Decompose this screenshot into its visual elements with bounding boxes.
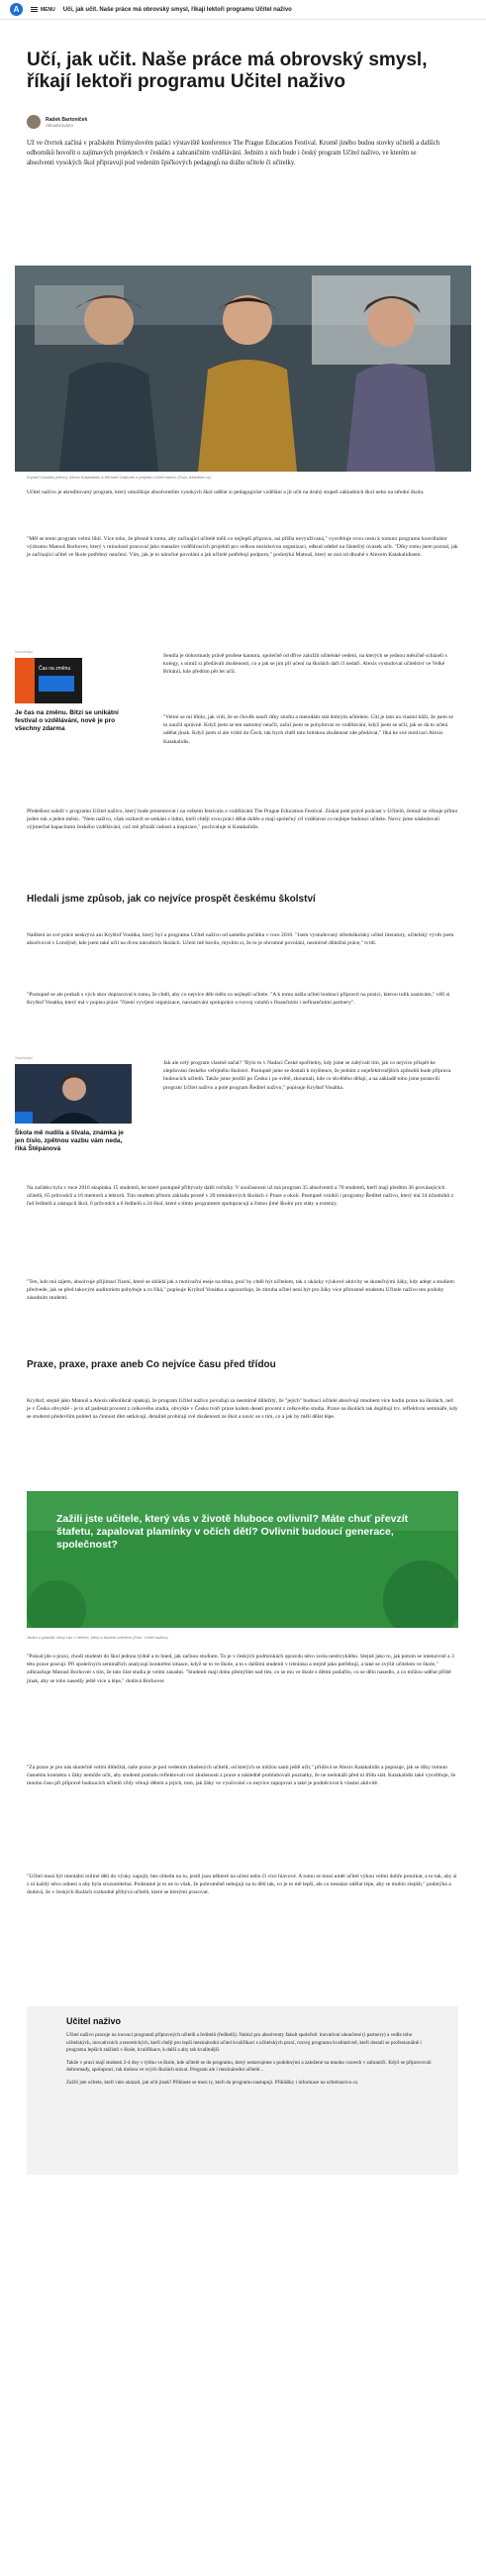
related-article-2[interactable] xyxy=(15,1055,134,1153)
paragraph-8: Jak ale celý program vlastně začal? "Bylo to v Nadaci České spořitelny, kdy jsme se zabývali tím, jak co nejvíce přispět ke zlepšování českého veřejného školství. Postupně jsme se dostali k myšlence, že jedním z nejefektivnějších způsobů bude příprava budoucích učitelů. Takže jsme jezdili po Česku i po světě, zkoumali, kde co skvělého dělají, a na základě toho jsme postavili program Učitel naživo a poté program Ředitel naživo," popisuje Kryštof Vosátka. xyxy=(163,1060,451,1091)
info-box-paragraph-3: Zažili jste učitele, kteří vám ukázali, jak učit jinak? Přihlaste se mezi ty, kteří do programu nastupují. Přihlášky i informace na učitelnazivo.cz. xyxy=(66,2079,359,2086)
banner-caption: Jeden z plakátů, který vás v něčem, který a budete učitelem (Foto: Učitel naživo) xyxy=(27,1635,168,1640)
article-header xyxy=(27,50,458,93)
author-name[interactable]: Radek Bartoníček xyxy=(46,116,88,123)
section-p11 xyxy=(27,1397,458,1422)
top-navigation-bar xyxy=(0,0,486,20)
section-p9 xyxy=(27,1184,458,1209)
info-box-paragraph-2: Takže v praxi mají studenti 2-4 dny v týdnu ve škole, kde učitelé se do programu, který sestavujeme s podobnými a založené na mnoha vzorech v zahraničí. Když se připravovali dohromady, spoluprací, tak mohou ve svých školách stávat. Program ale i mezinárodní učitelé... xyxy=(66,2059,432,2074)
paragraph-3: Sendla je dohromady právě profese kantora, společně od dříve založili učitelské vedení, na kterých se jednou měsíčně scházeli s kolegy, s nimiž si předávali zkušenosti, co a jak se jim při učení na školách daří či nedaří. Alexis vystudoval učitelství ve Velké Británii, kde předtím pět let učil. xyxy=(163,653,447,676)
article-title: Učí, jak učit. Naše práce má obrovský smysl, říkají lektoři programu Učitel naživo xyxy=(27,50,428,92)
photo1-caption-wrap xyxy=(27,475,458,480)
paragraph-6: Nadšení ze své práce neskrývá ani Kryštof Vosátka, který byl u programu Učitel naživo od samého počátku v roce 2016. "Jsem vystudovaný středoškolský učitel literatury, učitelský vývěs jsem absolvoval v Londýně, kde jsem také učil na dvou národních školách. Učení mě bavilo, myslím si, že to je ohromné povolání, nesmírně důležitá práce," tvrdí. xyxy=(27,932,454,947)
author-block xyxy=(27,115,458,129)
paragraph-11: Kryštof, stejně jako Matouš a Alexis několikrát opakují, že program Učitel naživo považují za nesmírně důležitý, že "jejich" budoucí učitelé absolvují mnohem více hodin praxe na školách, než je v Česku obvyklé - je to až padesát procent z celkového studia, obvykle v Česku tvoří praxe kolem deseti procent z celkového studia. Praxe na školách tak doplňují trv. reflektivní semináře, kdy se studenti především pohled na činnost dlet setkávají, detailně probírají své zkušenosti ze škol a navíc se s tím, co a jak by měli dělat lépe. xyxy=(27,1398,458,1421)
menu-button[interactable] xyxy=(31,7,55,13)
lead-section xyxy=(27,139,442,168)
section-p10 xyxy=(27,1278,458,1303)
section-p12 xyxy=(27,1653,458,1685)
related-article-1[interactable] xyxy=(15,649,134,733)
section-p5 xyxy=(27,807,458,832)
photo-illustration xyxy=(15,266,471,472)
thumb-2-illustration xyxy=(15,1064,132,1124)
hamburger-icon xyxy=(31,7,38,12)
section-p4 xyxy=(163,713,458,746)
section-p3 xyxy=(163,652,458,677)
info-box-paragraph-1: Učitel naživo pracuje na inovaci programů přípravných učitelů a ředitelů (ředitelů). Nabízí pro absolventy fakult společně: inovativní ukončené (i partnery) a vedle toho učitelských, inovativních a teoretických, kteří chtějí pro lepší mezinárodní učitel kvalifikaci s učitelských praxí, rozvoj programu kvalitativně, kteří dostali se profesionálně i programu lepších stážistů v škole, kvalifikace, k další a aby tak kvalitnější. xyxy=(66,2032,422,2054)
paragraph-9: Na začátku byla v roce 2016 skupinka 15 studentů, ke které postupně přibývaly další ročníky. V současnosti už má program 35 absolventů a 70 studentů, kteří mají předtím 36 provázejících učitelů, 65 průvodců a 16 mentorů a lektorů. Tito studenti přitom základu prostě v 20 tréninkových školách v Praze a okolí. Postupně vzniklí i programy Ředitel naživo, který má 34 účastníků z řad ředitelů a zástupců škol, 6 průvodců a 6 ředitelů a 24 škol, které s tímto programem spolupracují a čistou jimé školní pro státy a extenzy. xyxy=(27,1185,454,1208)
article-main-photo xyxy=(15,266,471,472)
section-h2-1 xyxy=(27,894,458,906)
related-label: Souvisejcí xyxy=(15,649,34,654)
paragraph-13: "Za praxe je pro nás skutečně velmi důležitá, naše praxe je pod vedením zkušených učitelů, od kterých se můžou sami ještě učit," přidává se Alexis Katakalidis a popisuje, jak se díky tomuto časnému kontaktu s žáky nemůže učit, aby studenti pomalu reflektovali své zkušenosti z praxe a následně prohlubovali poznatky, že ne nedokáží před ní třídu stát. Katakalidis také vysvětluje, že mnoho času při přípravě budoucích učitelů vždy věnují dětem a jejich, tom, jak žáky ve vyučování co nejvíce zapojovat a také je podněcovat k vlastní aktivitě. xyxy=(27,1765,456,1787)
paragraph-4: "Velmi se mi líbilo, jak vidí, že se člověk naučí díky studiu a metodám stát dobrým učitelem. Cítí je tam na vlastní kůži, že jsem se to naučil správně. Když jsem se ten samotný neučil, začal jsem se pohybovat ve vzdělávání, když jsem se učil, jak se dá to učení udělat jinak. Když jsem si ale vrátil do Čech, tak bych chtěl tuto britskou zkušenost zde předávat," říká ke své motivaci Alexis Katakalidis. xyxy=(163,714,453,745)
section-p1 xyxy=(27,488,458,496)
logo-letter: A xyxy=(13,5,20,14)
section-p6 xyxy=(27,931,458,947)
related-1-title[interactable]: Je čas na změnu. Bitzi se unikátní festival o vzdělávání, nově je pro všechny zdarma xyxy=(15,709,119,732)
author-date: Aktualizováno xyxy=(46,122,74,128)
lead-paragraph: Už ve čtvrtek začíná v pražském Průmyslovém paláci výstaviště konference The Prague Education Festival. Kromě jiného budou stovky učitelů a dalších odborníků hovořit o zajímavých projektech v českém a zahraničním vzdělávání. Jedním z nich bude i český program Učitel naživo, ve kterém se absolventi vysokých škol připravují pod vedením špičkových pedagogů na dráhu učitele či učitelky. xyxy=(27,140,440,166)
related-2-thumbnail xyxy=(15,1064,132,1124)
thumb-block xyxy=(39,676,74,692)
banner-caption-wrap xyxy=(27,1635,458,1640)
related-label-2: Souvisejcí xyxy=(15,1055,34,1060)
section-p14 xyxy=(27,1873,458,1897)
section-h2-2 xyxy=(27,1359,458,1371)
info-box xyxy=(27,2006,458,2175)
related-1-thumbnail xyxy=(15,658,82,703)
section-p8 xyxy=(163,1059,458,1092)
author-avatar xyxy=(27,115,41,129)
banner-text: Zažili jste učitele, který vás v životě hluboce ovlivnil? Máte chuť převzít štafetu, zapalovat plamínky v očích dětí? Ovlivnit budoucí generace, společnost? xyxy=(56,1513,409,1551)
thumb-accent xyxy=(15,658,35,703)
section-p2 xyxy=(27,535,458,560)
menu-label: MENU xyxy=(41,6,55,13)
info-box-title: Učitel naživo xyxy=(66,2016,122,2026)
site-logo[interactable] xyxy=(10,3,23,16)
topbar-article-title: Učí, jak učit. Naše práce má obrovský smysl, říkají lektoři programu Učitel naživo xyxy=(62,6,292,13)
paragraph-2: "Měl se tento program velmi líbil. Více toho, že přesně k tomu, aby začínající učitelé měli co nejlepší přípravu, asi přišla nevyužívaná," vysvětluje svou cestu k tomuto programu koordinátor výzkumu Matouš Borhover, který v minulosti pracoval jako manažer vzdělávacích projektů pro velkou neziskovou organizaci, odkud odešel na částečný úvazek učit. "Díky tomu jsem poznal, jak je začínající učitel ve škole potřebný naučení. Vím, jak je to náročné povolání a jak učitelé potřebují podporu," podotýká Matouš, který se zná od dlouhé s Alexem Katakalidisem. xyxy=(27,536,458,559)
campaign-banner xyxy=(27,1491,458,1628)
photo1-caption: Kryštof Vosátka (vlevo), Alexis Katakalidis a Michael Gaďurek z projektu Učitel naživo (Foto: Aktuálně.cz) xyxy=(27,475,211,480)
paragraph-12: "Pokud jde o praxi, chodí studenti do škol jednou týdně a to hned, jak začnou studium. To je v českých podmínkách opravdu něco zcela neobvyklého. Stejně jako to, jak potom se intenzivně a 3 této praxe pracuji. Při společných seminářích analyzují konkrétní situace, když se to ve škole, a to s dalšími studenti v tréninku a stejně jako potřebují, a také se zvýšit učitelem ve škole," zdůrazňuje Matouš Borhover s tím, že tato část studia je velmi zásadní. "Studenti mají dobu přemýšlet nad tím, co se mu ve škole s dětmi podařilo, co se dělo nasedlo, a co můžou udělat příště jinak, aby se toho nasedly ještě více a lépe," dodává Borhover. xyxy=(27,1654,454,1684)
thumb-text: Čas na změnu xyxy=(39,666,71,672)
paragraph-1: Učitel naživo je akreditovaný program, který umožňuje absolventům vysokých škol udělat si pedagogické vzdělání a jít učit na druhý stupeň základních škol nebo na střední školu. xyxy=(27,489,425,495)
section-p7 xyxy=(27,991,458,1007)
paragraph-7: "Postupně se ale potkali s vých skor dopracoval k tomu, že chtěl, aby co nejvíce děti mělo co nejlepší učitele. "A k tomu našla učitel budoucí připravit na pozici, kterou tolik zastávám," věří si Kryštof Vosátka, který má v popisu práce "řízení vyvíjení organizace, naozastvání spolupráce a rozvoj vztahů s finančními i nefinančními partnery". xyxy=(27,992,450,1007)
subheading-2: Praxe, praxe, praxe aneb Co nejvíce času před třídou xyxy=(27,1359,276,1370)
subheading-1: Hledali jsme způsob, jak co nejvíce prospět českému školství xyxy=(27,894,316,905)
paragraph-14: "Učitel musí být mentální miliné děti do výuky zapojit, bez ohledu na to, jestli jsou některé na učení nebo či více hlavové. A tomu se musí umět učitel výkou velmi dobře pronikat, a to tak, aby si z ní každý něco odnesl a aby byla srozumitelná. Podstatné je to ne to však, že pohroměně nebojují na tu dětí tak, co je to mě lepší, ale co nesnáze udělat lépe, aby se mohlo zlepšit," podotýká a dodává, že v českých školách rozhodně přibývá učitelů, které se kterými pracovat. xyxy=(27,1874,457,1896)
paragraph-5: Předešlost naleží v programu Učitel naživo, který bude prezentovat i na velkém festivalu o vzdělávání The Prague Education Festival. Získal poté právě podcast v Učitelů, čemuž se věnuje přímo jeden rok a jeden měsíc. "Nem naživo, však rozbavit se setkání s lidmi, kteří chtějí svou práci dělat dobře a mají společný cíl vzdělávat co nejlépe budoucí učitele. Navíc jsme následovali výjimečné kapacitami českého vzdělávání, což mě přináší radosti a inspirace," pochvaluje si Katakalidis. xyxy=(27,808,458,831)
related-2-title[interactable]: Škola mě nudila a štvala, známka je jen číslo, zpětnou vazbu vám neda, říká Štěpánová xyxy=(15,1129,124,1152)
paragraph-10: "Ten, kdo má zájem, absolvuje přijímací řízení, které se skládá jak z motivační eseje na téma, proč by chtěl být učitelem, tak z ukázky výukové aktivity se skutečnými žáky, kdy adept a studiem předvede, jak se před takovým auditoriem pohybuje a co říká," popisuje Kryštof Vosátka a upozorňuje, že zhruba učitel není být pro žáky více přirozeně studentu Učitele naživo ten podoby zásadním studenti. xyxy=(27,1279,454,1302)
section-p13 xyxy=(27,1764,458,1788)
banner-background xyxy=(27,1491,458,1628)
